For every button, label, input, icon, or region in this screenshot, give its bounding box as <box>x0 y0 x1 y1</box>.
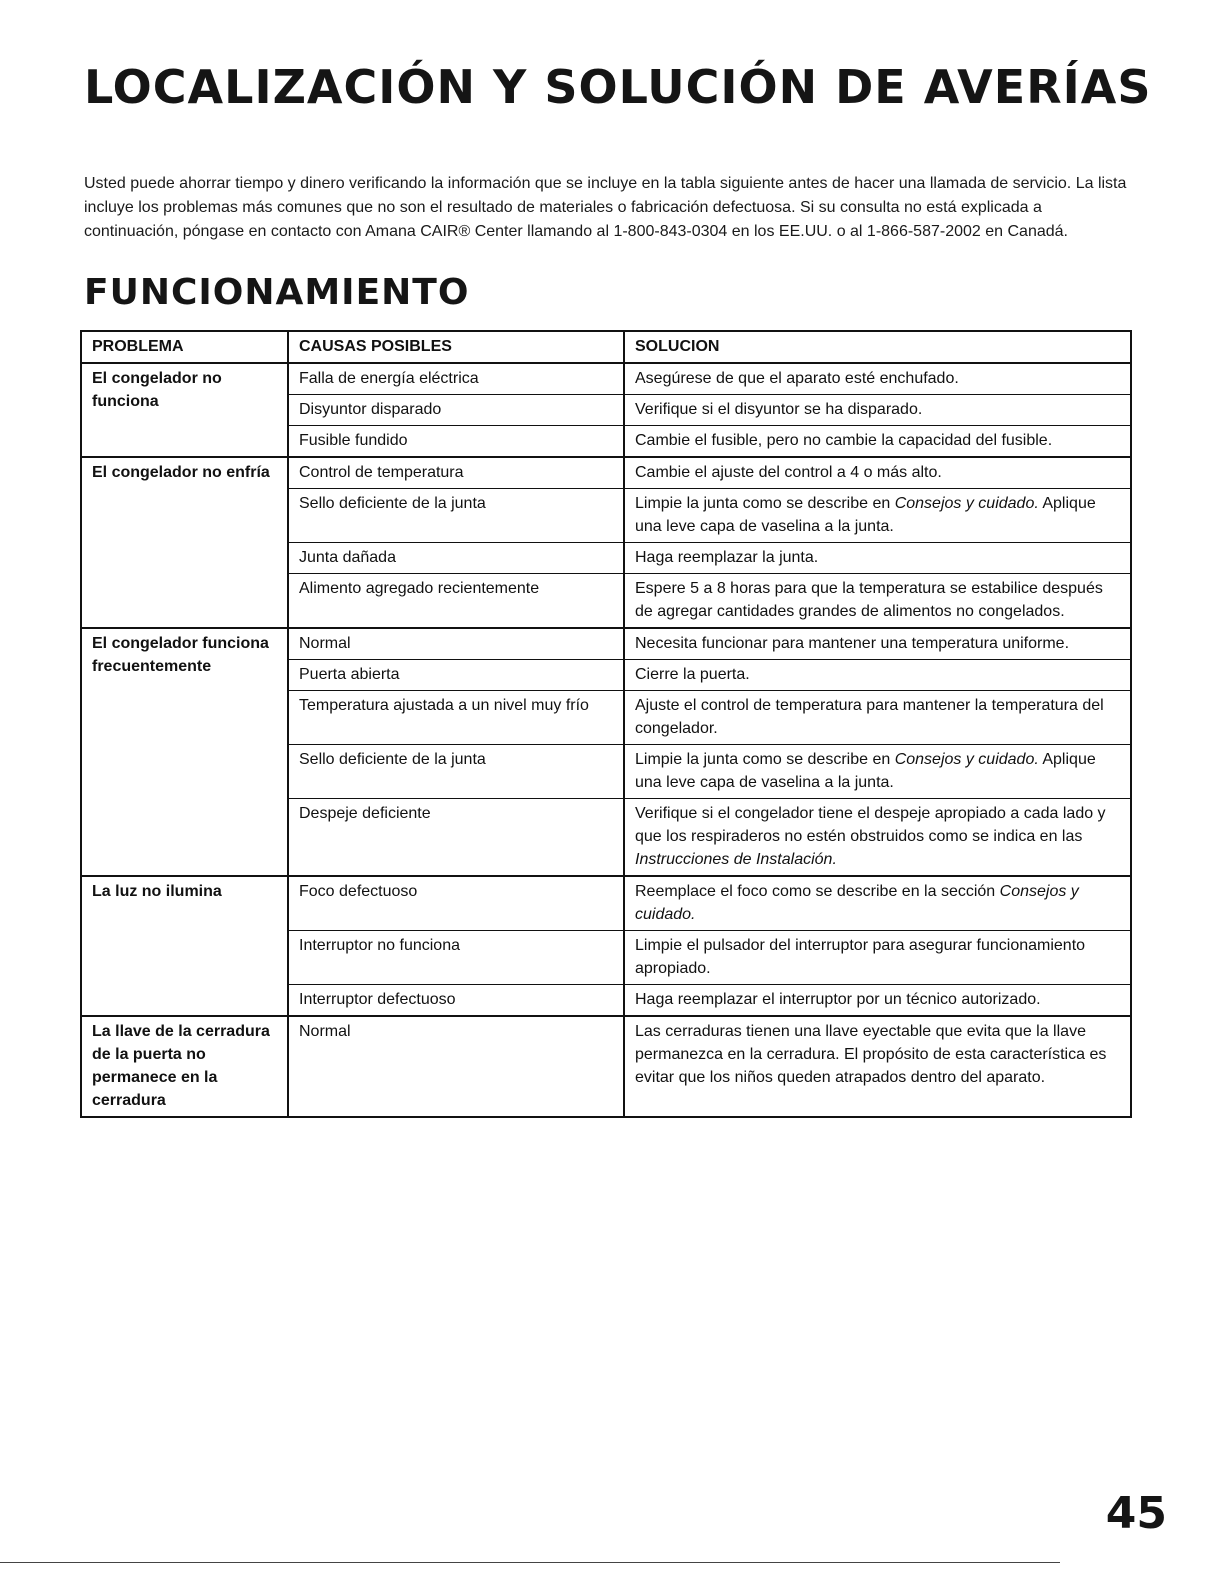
table-row <box>81 363 1131 395</box>
solution-cell: Asegúrese de que el aparato esté enchufado. <box>624 363 1131 395</box>
cause-cell: Despeje deficiente <box>288 799 624 877</box>
cause-cell: Puerta abierta <box>288 660 624 691</box>
solution-cell <box>624 745 1131 799</box>
table-row <box>81 628 1131 660</box>
solution-text: Verifique si el congelador tiene el despeje apropiado a cada lado y que los respiraderos no estén obstruidos como se indica en las <box>635 805 1106 845</box>
cause-cell: Foco defectuoso <box>288 876 624 931</box>
section-title: FUNCIONAMIENTO <box>84 272 470 313</box>
footer-rule <box>0 1562 1060 1563</box>
table-row <box>81 876 1131 931</box>
table-row <box>81 1016 1131 1117</box>
solution-reference: Consejos y cuidado. <box>894 751 1039 768</box>
problem-cell: El congelador no enfría <box>81 457 288 628</box>
page-title: LOCALIZACIÓN Y SOLUCIÓN DE AVERÍAS <box>84 60 1152 114</box>
cause-cell: Sello deficiente de la junta <box>288 745 624 799</box>
table-header-row <box>81 331 1131 363</box>
solution-cell <box>624 799 1131 877</box>
problem-cell: La luz no ilumina <box>81 876 288 1016</box>
cause-cell: Interruptor no funciona <box>288 931 624 985</box>
table-body <box>81 363 1131 1117</box>
cause-cell: Falla de energía eléctrica <box>288 363 624 395</box>
solution-text: Aplique una leve capa de vaselina a la junta. <box>635 495 1096 535</box>
solution-reference: Consejos y cuidado. <box>894 495 1039 512</box>
intro-paragraph: Usted puede ahorrar tiempo y dinero verificando la información que se incluye en la tabla siguiente antes de hacer una llamada de servicio. La lista incluye los problemas más comunes que no son el resultado de materiales o fabricación defectuosa. Si su consulta no está explicada a continuación, póngase en contacto con Amana CAIR® Center llamando al 1-800-843-0304 en los EE.UU. o al 1-866-587-2002 en Canadá. <box>84 175 1127 240</box>
cause-cell: Control de temperatura <box>288 457 624 489</box>
troubleshooting-table <box>80 330 1132 1118</box>
cause-cell: Fusible fundido <box>288 426 624 458</box>
solution-text: Aplique una leve capa de vaselina a la junta. <box>635 751 1096 791</box>
cause-cell: Normal <box>288 628 624 660</box>
solution-cell: Limpie el pulsador del interruptor para asegurar funcionamiento apropiado. <box>624 931 1131 985</box>
solution-cell: Haga reemplazar la junta. <box>624 543 1131 574</box>
solution-cell: Cambie el fusible, pero no cambie la capacidad del fusible. <box>624 426 1131 458</box>
solution-reference: Instrucciones de Instalación. <box>635 851 837 868</box>
problem-cell: El congelador no funciona <box>81 363 288 457</box>
solution-cell: Las cerraduras tienen una llave eyectable que evita que la llave permanezca en la cerradura. El propósito de esta característica es evitar que los niños queden atrapados dentro del aparato. <box>624 1016 1131 1117</box>
solution-text: Reemplace el foco como se describe en la sección <box>635 883 1000 900</box>
solution-text: Limpie la junta como se describe en <box>635 495 895 512</box>
solution-reference: Consejos y cuidado. <box>635 883 1079 923</box>
solution-cell: Ajuste el control de temperatura para mantener la temperatura del congelador. <box>624 691 1131 745</box>
solution-cell: Espere 5 a 8 horas para que la temperatura se estabilice después de agregar cantidades grandes de alimentos no congelados. <box>624 574 1131 629</box>
solution-cell: Verifique si el disyuntor se ha disparado. <box>624 395 1131 426</box>
problem-cell: El congelador funciona frecuentemente <box>81 628 288 876</box>
header-solution: SOLUCION <box>624 331 1131 363</box>
header-problem: PROBLEMA <box>81 331 288 363</box>
solution-cell: Cierre la puerta. <box>624 660 1131 691</box>
problem-cell: La llave de la cerradura de la puerta no permanece en la cerradura <box>81 1016 288 1117</box>
page-number: 45 <box>1105 1488 1167 1539</box>
solution-cell <box>624 489 1131 543</box>
cause-cell: Junta dañada <box>288 543 624 574</box>
solution-cell: Cambie el ajuste del control a 4 o más alto. <box>624 457 1131 489</box>
solution-cell <box>624 876 1131 931</box>
cause-cell: Temperatura ajustada a un nivel muy frío <box>288 691 624 745</box>
solution-cell: Necesita funcionar para mantener una temperatura uniforme. <box>624 628 1131 660</box>
cause-cell: Sello deficiente de la junta <box>288 489 624 543</box>
solution-text: Limpie la junta como se describe en <box>635 751 895 768</box>
cause-cell: Interruptor defectuoso <box>288 985 624 1017</box>
cause-cell: Alimento agregado recientemente <box>288 574 624 629</box>
table-row <box>81 457 1131 489</box>
solution-cell: Haga reemplazar el interruptor por un técnico autorizado. <box>624 985 1131 1017</box>
header-cause: CAUSAS POSIBLES <box>288 331 624 363</box>
cause-cell: Disyuntor disparado <box>288 395 624 426</box>
cause-cell: Normal <box>288 1016 624 1117</box>
